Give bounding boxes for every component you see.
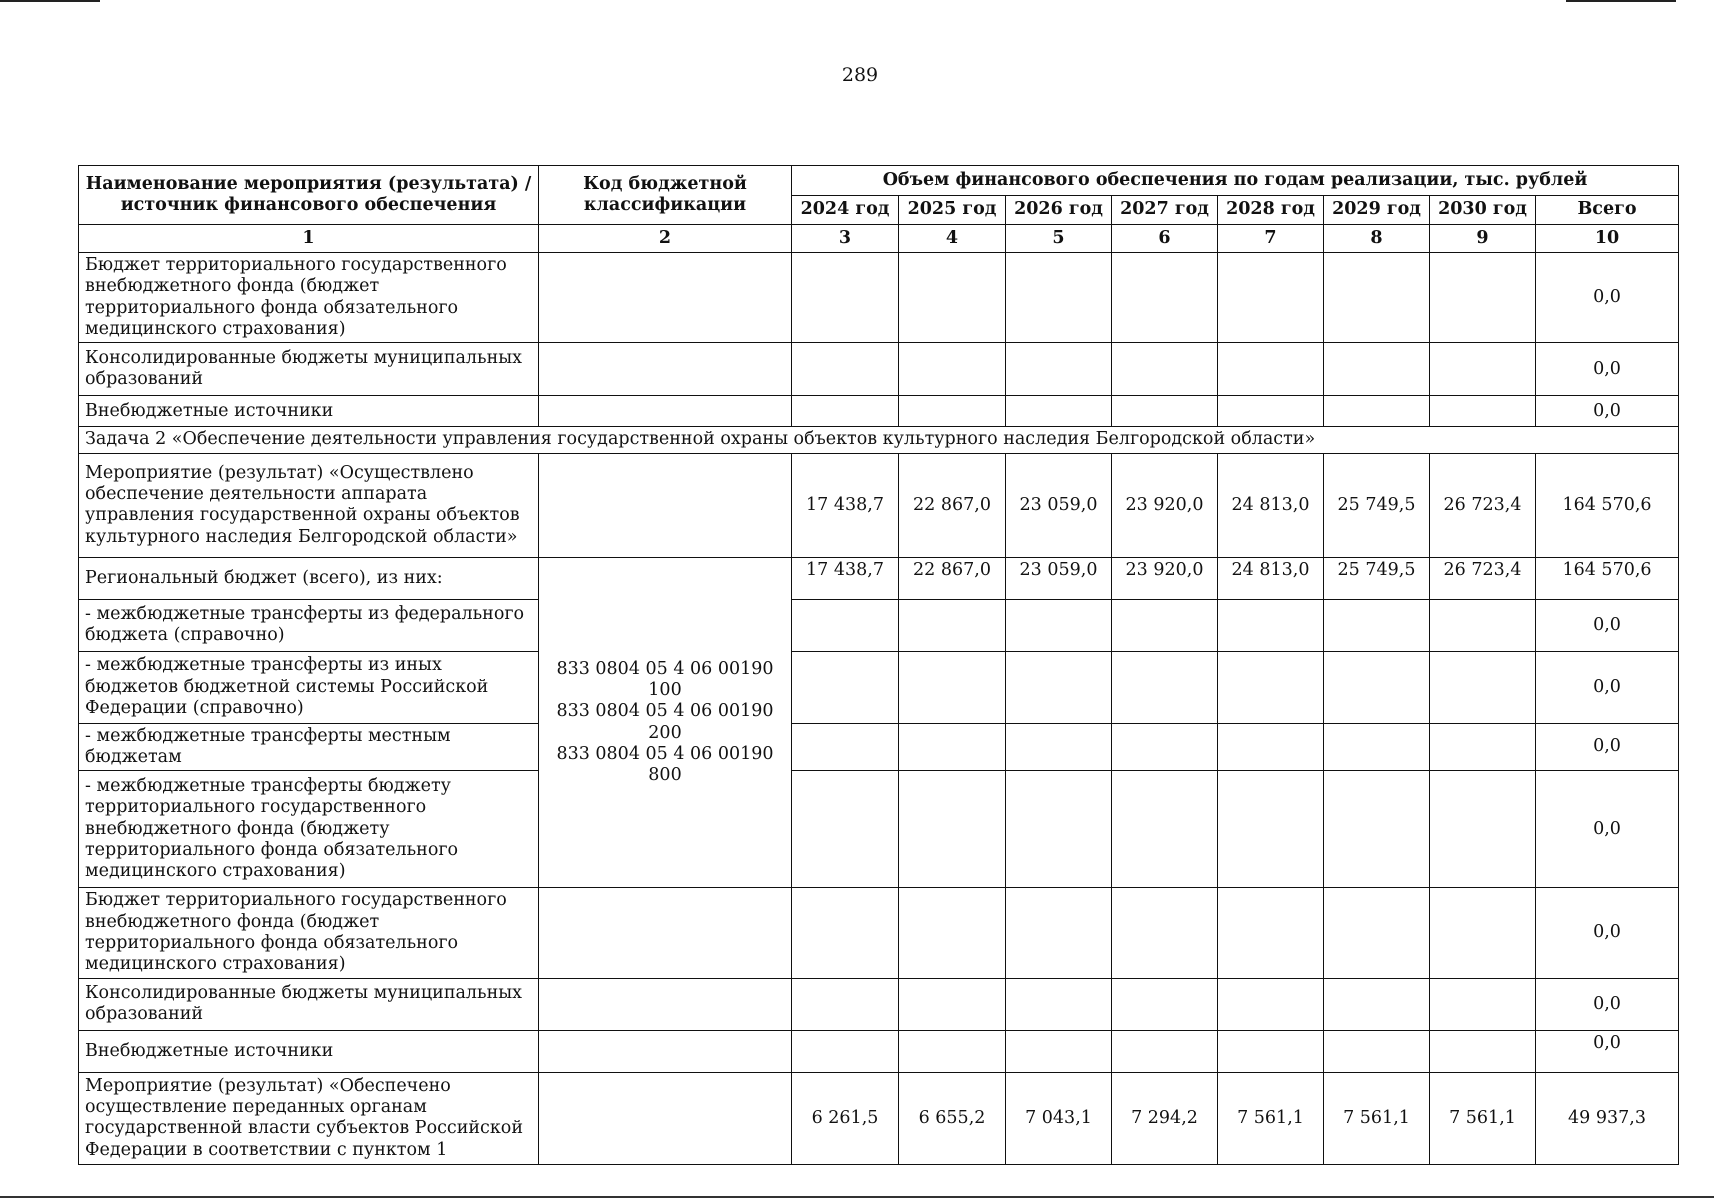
value-cell bbox=[792, 343, 899, 396]
table-row bbox=[79, 771, 1679, 888]
table-row bbox=[79, 978, 1679, 1030]
table-row bbox=[79, 888, 1679, 978]
value-cell bbox=[1006, 253, 1112, 343]
column-number: 8 bbox=[1324, 225, 1430, 253]
value-cell bbox=[1430, 723, 1536, 771]
value-cell bbox=[1218, 651, 1324, 723]
total-cell: 0,0 bbox=[1536, 253, 1679, 343]
value-cell: 23 920,0 bbox=[1112, 453, 1218, 557]
table-row bbox=[79, 1030, 1679, 1072]
budget-code-line: 833 0804 05 4 06 00190 bbox=[556, 658, 774, 679]
value-cell bbox=[1324, 253, 1430, 343]
value-cell bbox=[1006, 651, 1112, 723]
measure-row bbox=[79, 1072, 1679, 1164]
code-cell bbox=[539, 253, 792, 343]
task-row bbox=[79, 427, 1679, 453]
budget-code-cell bbox=[539, 557, 792, 888]
code-cell bbox=[539, 343, 792, 396]
value-cell bbox=[899, 978, 1006, 1030]
budget-code-line: 833 0804 05 4 06 00190 bbox=[556, 743, 774, 764]
total-cell: 0,0 bbox=[1536, 343, 1679, 396]
value-cell bbox=[1112, 651, 1218, 723]
value-cell bbox=[899, 396, 1006, 427]
value-cell: 26 723,4 bbox=[1430, 557, 1536, 599]
value-cell: 7 043,1 bbox=[1006, 1072, 1112, 1164]
top-edge-line-right bbox=[1566, 0, 1676, 2]
value-cell bbox=[792, 1030, 899, 1072]
value-cell: 26 723,4 bbox=[1430, 453, 1536, 557]
measure-label: Мероприятие (результат) «Осуществлено обеспечение деятельности аппарата управления государственной охраны объектов культурного наследия Белгородской области» bbox=[79, 453, 539, 557]
value-cell: 25 749,5 bbox=[1324, 453, 1430, 557]
value-cell bbox=[1430, 771, 1536, 888]
value-cell: 22 867,0 bbox=[899, 557, 1006, 599]
budget-code-line: 833 0804 05 4 06 00190 bbox=[556, 701, 774, 722]
value-cell bbox=[1324, 343, 1430, 396]
value-cell bbox=[1112, 978, 1218, 1030]
budget-code-line: 800 bbox=[648, 765, 682, 786]
total-cell: 164 570,6 bbox=[1536, 557, 1679, 599]
value-cell: 17 438,7 bbox=[792, 557, 899, 599]
value-cell bbox=[792, 651, 899, 723]
value-cell: 23 059,0 bbox=[1006, 557, 1112, 599]
total-cell: 0,0 bbox=[1536, 599, 1679, 651]
column-number: 3 bbox=[792, 225, 899, 253]
code-cell bbox=[539, 453, 792, 557]
table-row bbox=[79, 599, 1679, 651]
value-cell bbox=[1430, 343, 1536, 396]
row-label: Бюджет территориального государственного внебюджетного фонда (бюджет территориального фонда обязательного медицинского страхования) bbox=[79, 253, 539, 343]
value-cell bbox=[1006, 599, 1112, 651]
value-cell bbox=[792, 771, 899, 888]
value-cell: 7 561,1 bbox=[1430, 1072, 1536, 1164]
value-cell bbox=[1430, 651, 1536, 723]
total-cell: 0,0 bbox=[1536, 771, 1679, 888]
task-title: Задача 2 «Обеспечение деятельности управления государственной охраны объектов культурного наследия Белгородской области» bbox=[79, 427, 1679, 453]
value-cell bbox=[1006, 978, 1112, 1030]
value-cell bbox=[1218, 396, 1324, 427]
total-cell: 164 570,6 bbox=[1536, 453, 1679, 557]
value-cell bbox=[1112, 723, 1218, 771]
page-number: 289 bbox=[841, 64, 879, 86]
value-cell bbox=[1430, 253, 1536, 343]
measure-label: Мероприятие (результат) «Обеспечено осуществление переданных органам государственной власти субъектов Российской Федерации в соответствии с пунктом 1 bbox=[79, 1072, 539, 1164]
value-cell bbox=[1006, 1030, 1112, 1072]
table-row bbox=[79, 651, 1679, 723]
value-cell bbox=[1218, 978, 1324, 1030]
row-label: Внебюджетные источники bbox=[79, 396, 539, 427]
total-cell: 0,0 bbox=[1536, 1030, 1679, 1072]
value-cell bbox=[899, 723, 1006, 771]
row-label: - межбюджетные трансферты из федерального бюджета (справочно) bbox=[79, 599, 539, 651]
header-code: Код бюджетной классификации bbox=[539, 166, 792, 225]
value-cell: 7 561,1 bbox=[1324, 1072, 1430, 1164]
total-cell: 0,0 bbox=[1536, 651, 1679, 723]
header-year: 2028 год bbox=[1218, 196, 1324, 225]
value-cell: 23 059,0 bbox=[1006, 453, 1112, 557]
row-label: Консолидированные бюджеты муниципальных образований bbox=[79, 343, 539, 396]
column-number: 9 bbox=[1430, 225, 1536, 253]
total-cell: 0,0 bbox=[1536, 888, 1679, 978]
value-cell: 17 438,7 bbox=[792, 453, 899, 557]
header-total: Всего bbox=[1536, 196, 1679, 225]
column-number: 1 bbox=[79, 225, 539, 253]
value-cell bbox=[1218, 1030, 1324, 1072]
value-cell bbox=[899, 343, 1006, 396]
top-edge-line bbox=[0, 0, 100, 2]
value-cell bbox=[899, 651, 1006, 723]
value-cell bbox=[1006, 343, 1112, 396]
total-cell: 49 937,3 bbox=[1536, 1072, 1679, 1164]
value-cell: 6 655,2 bbox=[899, 1072, 1006, 1164]
value-cell bbox=[1218, 343, 1324, 396]
header-year: 2026 год bbox=[1006, 196, 1112, 225]
value-cell bbox=[1006, 771, 1112, 888]
table-row bbox=[79, 557, 1679, 599]
value-cell bbox=[1430, 978, 1536, 1030]
table-row bbox=[79, 396, 1679, 427]
value-cell bbox=[792, 599, 899, 651]
value-cell bbox=[1430, 396, 1536, 427]
code-cell bbox=[539, 396, 792, 427]
value-cell: 23 920,0 bbox=[1112, 557, 1218, 599]
value-cell bbox=[792, 978, 899, 1030]
value-cell bbox=[792, 888, 899, 978]
column-number: 2 bbox=[539, 225, 792, 253]
column-number: 5 bbox=[1006, 225, 1112, 253]
column-number: 10 bbox=[1536, 225, 1679, 253]
value-cell bbox=[1112, 343, 1218, 396]
value-cell bbox=[1112, 1030, 1218, 1072]
row-label: Консолидированные бюджеты муниципальных образований bbox=[79, 978, 539, 1030]
row-label: - межбюджетные трансферты местным бюджетам bbox=[79, 723, 539, 771]
value-cell bbox=[1324, 651, 1430, 723]
row-label: - межбюджетные трансферты бюджету территориального государственного внебюджетного фонда (бюджету территориального фонда обязательного медицинского страхования) bbox=[79, 771, 539, 888]
value-cell: 25 749,5 bbox=[1324, 557, 1430, 599]
header-year: 2025 год bbox=[899, 196, 1006, 225]
value-cell bbox=[1324, 396, 1430, 427]
row-label: Внебюджетные источники bbox=[79, 1030, 539, 1072]
value-cell bbox=[792, 253, 899, 343]
table-row bbox=[79, 723, 1679, 771]
value-cell: 24 813,0 bbox=[1218, 557, 1324, 599]
value-cell bbox=[792, 723, 899, 771]
value-cell bbox=[1430, 1030, 1536, 1072]
table-row bbox=[79, 253, 1679, 343]
value-cell bbox=[1006, 888, 1112, 978]
value-cell bbox=[1430, 888, 1536, 978]
column-number: 4 bbox=[899, 225, 1006, 253]
value-cell bbox=[1324, 723, 1430, 771]
column-number: 7 bbox=[1218, 225, 1324, 253]
value-cell bbox=[1112, 396, 1218, 427]
value-cell bbox=[1112, 253, 1218, 343]
value-cell bbox=[1112, 888, 1218, 978]
value-cell bbox=[1324, 1030, 1430, 1072]
total-cell: 0,0 bbox=[1536, 396, 1679, 427]
header-year: 2027 год bbox=[1112, 196, 1218, 225]
value-cell: 6 261,5 bbox=[792, 1072, 899, 1164]
header-year: 2030 год bbox=[1430, 196, 1536, 225]
value-cell bbox=[792, 396, 899, 427]
code-cell bbox=[539, 888, 792, 978]
value-cell: 22 867,0 bbox=[899, 453, 1006, 557]
code-cell bbox=[539, 1030, 792, 1072]
header-volume: Объем финансового обеспечения по годам реализации, тыс. рублей bbox=[792, 166, 1679, 196]
financing-table bbox=[78, 165, 1679, 1165]
value-cell bbox=[1324, 978, 1430, 1030]
budget-code-line: 100 bbox=[648, 679, 682, 700]
header-year: 2024 год bbox=[792, 196, 899, 225]
row-label: - межбюджетные трансферты из иных бюджетов бюджетной системы Российской Федерации (справочно) bbox=[79, 651, 539, 723]
value-cell bbox=[899, 771, 1006, 888]
budget-code-line: 200 bbox=[648, 722, 682, 743]
value-cell bbox=[899, 888, 1006, 978]
value-cell bbox=[1430, 599, 1536, 651]
value-cell: 24 813,0 bbox=[1218, 453, 1324, 557]
value-cell bbox=[1006, 723, 1112, 771]
table-row bbox=[79, 343, 1679, 396]
total-cell: 0,0 bbox=[1536, 978, 1679, 1030]
measure-row bbox=[79, 453, 1679, 557]
code-cell bbox=[539, 1072, 792, 1164]
bottom-edge-line bbox=[0, 1196, 1714, 1198]
value-cell bbox=[1218, 253, 1324, 343]
value-cell: 7 561,1 bbox=[1218, 1072, 1324, 1164]
value-cell bbox=[1324, 771, 1430, 888]
value-cell bbox=[1218, 599, 1324, 651]
value-cell bbox=[1324, 888, 1430, 978]
value-cell bbox=[899, 253, 1006, 343]
column-number: 6 bbox=[1112, 225, 1218, 253]
value-cell bbox=[899, 1030, 1006, 1072]
value-cell bbox=[1218, 771, 1324, 888]
value-cell bbox=[1112, 599, 1218, 651]
value-cell bbox=[1218, 888, 1324, 978]
value-cell bbox=[899, 599, 1006, 651]
header-year: 2029 год bbox=[1324, 196, 1430, 225]
value-cell bbox=[1218, 723, 1324, 771]
row-label: Бюджет территориального государственного внебюджетного фонда (бюджет территориального фонда обязательного медицинского страхования) bbox=[79, 888, 539, 978]
total-cell: 0,0 bbox=[1536, 723, 1679, 771]
value-cell bbox=[1324, 599, 1430, 651]
header-name: Наименование мероприятия (результата) / источник финансового обеспечения bbox=[79, 166, 539, 225]
value-cell bbox=[1112, 771, 1218, 888]
value-cell: 7 294,2 bbox=[1112, 1072, 1218, 1164]
value-cell bbox=[1006, 396, 1112, 427]
code-cell bbox=[539, 978, 792, 1030]
row-label: Региональный бюджет (всего), из них: bbox=[79, 557, 539, 599]
